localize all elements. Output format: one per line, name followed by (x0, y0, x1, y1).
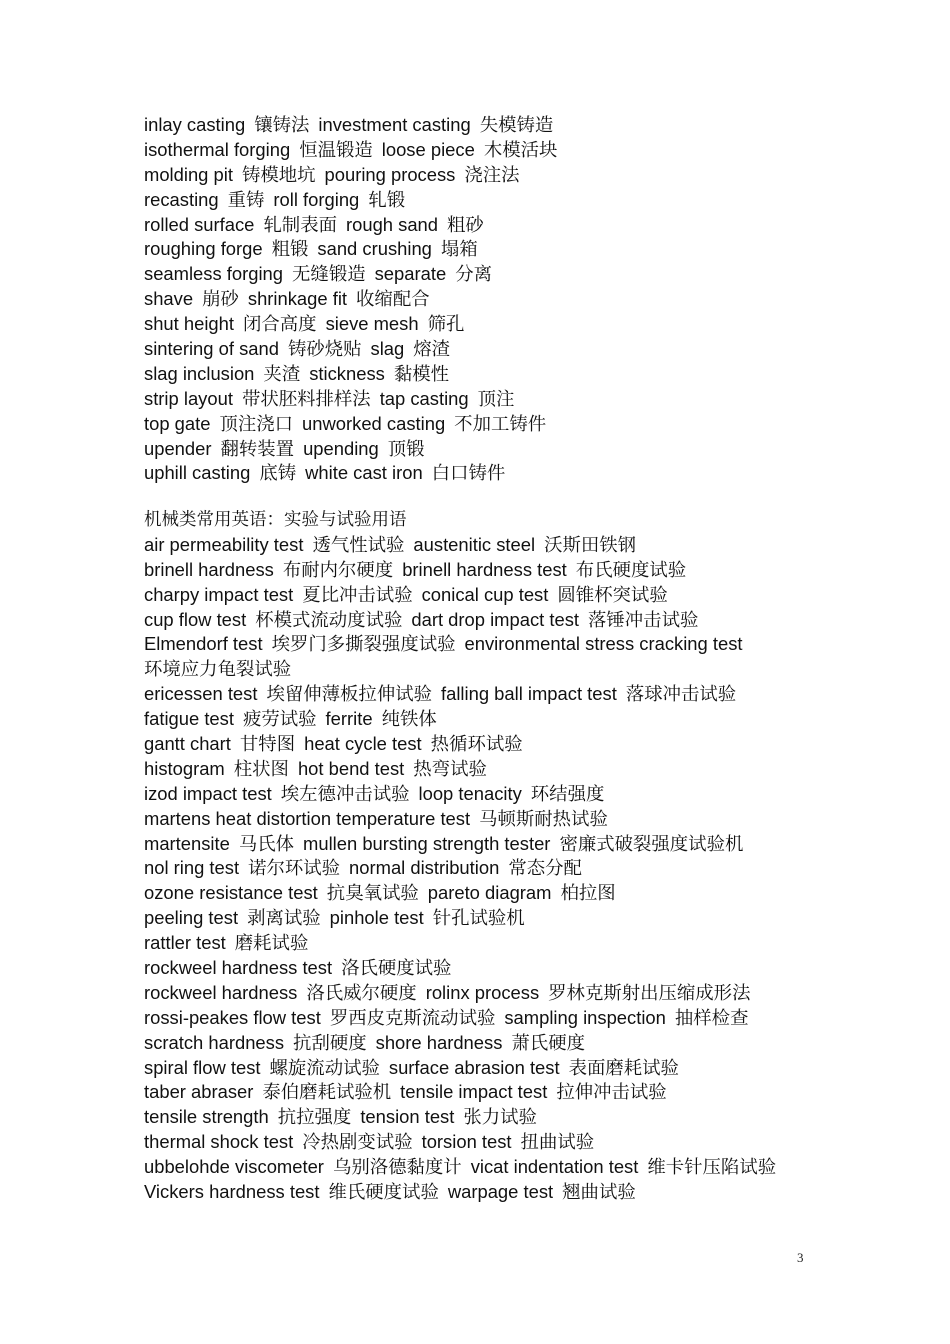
term-english: cup flow test (144, 608, 247, 630)
glossary-line (144, 1080, 864, 1105)
term-chinese: 埃留伸薄板拉伸试验 (266, 684, 432, 706)
term-chinese: 失模铸造 (479, 115, 554, 136)
term-chinese: 埃左德冲击试验 (280, 783, 410, 805)
term-chinese: 黏模性 (393, 363, 450, 385)
term-chinese: 环结强度 (530, 783, 605, 805)
term-english: recasting (144, 188, 219, 210)
term-english: rough sand (345, 213, 439, 235)
term-english: peeling test (144, 907, 239, 929)
term-english: spiral flow test (144, 1056, 261, 1078)
term-chinese: 粗锻 (271, 239, 309, 261)
term-chinese: 洛氏硬度试验 (341, 958, 452, 980)
term-chinese: 顶锻 (387, 438, 425, 460)
term-chinese: 粗砂 (447, 214, 484, 236)
term-english: tension test (360, 1106, 455, 1128)
term-english: sampling inspection (504, 1006, 666, 1028)
glossary-line (144, 558, 864, 583)
term-english: investment casting (318, 114, 471, 135)
term-chinese: 透气性试验 (312, 534, 405, 556)
glossary-line (144, 387, 864, 412)
glossary-line (144, 657, 864, 682)
term-english: normal distribution (349, 857, 500, 879)
term-english: rolinx process (425, 981, 540, 1003)
term-english: upender (144, 437, 212, 459)
term-english: taber abraser (144, 1081, 254, 1103)
term-english: ubbelohde viscometer (144, 1156, 324, 1178)
term-english: slag inclusion (144, 362, 255, 384)
term-chinese: 收缩配合 (356, 289, 430, 311)
term-chinese: 马顿斯耐热试验 (479, 808, 608, 830)
glossary-line (144, 632, 864, 657)
term-chinese: 镶铸法 (254, 115, 310, 136)
term-english: environmental stress cracking test (464, 633, 743, 655)
term-chinese: 罗林克斯射出压缩成形法 (548, 982, 751, 1004)
term-english: hot bend test (297, 757, 405, 779)
term-english: heat cycle test (304, 733, 422, 755)
glossary-line (144, 163, 864, 188)
glossary-line (144, 856, 864, 881)
term-chinese: 轧锻 (368, 189, 406, 211)
term-chinese: 杯模式流动度试验 (255, 609, 403, 631)
term-chinese: 闭合高度 (242, 314, 317, 336)
glossary-line (144, 437, 864, 462)
term-chinese: 浇注法 (464, 164, 520, 186)
term-english: ferrite (325, 708, 373, 730)
glossary-section-testing (144, 508, 864, 1205)
term-chinese: 罗西皮克斯流动试验 (329, 1007, 496, 1029)
term-english: shrinkage fit (247, 288, 348, 310)
glossary-line (144, 113, 864, 138)
term-chinese: 落球冲击试验 (625, 684, 737, 706)
glossary-line (144, 287, 864, 312)
term-chinese: 甘特图 (239, 734, 296, 756)
term-english: rossi-peakes flow test (144, 1006, 321, 1028)
term-chinese: 拉伸冲击试验 (556, 1082, 667, 1104)
term-chinese: 崩砂 (202, 289, 239, 311)
term-english: sieve mesh (325, 313, 419, 335)
term-chinese: 筛孔 (427, 314, 465, 336)
term-english: shore hardness (375, 1031, 503, 1053)
term-chinese: 磨耗试验 (234, 933, 309, 955)
glossary-line (144, 1006, 864, 1031)
glossary-line (144, 1130, 864, 1155)
glossary-line (144, 682, 864, 707)
term-chinese: 铸模地坑 (241, 164, 316, 186)
term-chinese: 环境应力龟裂试验 (144, 659, 292, 681)
term-english: ozone resistance test (144, 882, 318, 904)
glossary-line (144, 412, 864, 437)
glossary-line (144, 782, 864, 807)
term-chinese: 抗臭氧试验 (326, 883, 419, 905)
glossary-line (144, 461, 864, 486)
term-english: martens heat distortion temperature test (144, 807, 471, 829)
term-chinese: 塌箱 (440, 239, 478, 261)
term-english: martensite (144, 832, 230, 854)
term-chinese: 带状胚料排样法 (241, 388, 371, 410)
glossary-line (144, 138, 864, 163)
term-chinese: 热弯试验 (413, 758, 487, 780)
term-english: stickness (309, 362, 385, 384)
glossary-line (144, 832, 864, 857)
term-english: vicat indentation test (470, 1156, 639, 1178)
glossary-line (144, 1155, 864, 1180)
glossary-line (144, 1031, 864, 1056)
term-chinese: 顶注 (477, 388, 515, 410)
term-chinese: 布氏硬度试验 (575, 559, 687, 581)
term-english: shut height (144, 313, 234, 335)
term-english: rockweel hardness test (144, 957, 333, 979)
term-english: air permeability test (144, 533, 304, 555)
term-chinese: 熔渣 (413, 339, 451, 361)
term-chinese: 分离 (455, 264, 492, 286)
term-english: pouring process (324, 163, 456, 185)
term-english: white cast iron (305, 462, 423, 484)
term-english: tensile strength (144, 1106, 269, 1128)
term-english: roughing forge (144, 238, 263, 260)
term-english: sintering of sand (144, 338, 279, 360)
term-english: tensile impact test (400, 1081, 548, 1103)
term-english: Elmendorf test (144, 633, 263, 655)
glossary-line (144, 237, 864, 262)
term-english: inlay casting (144, 114, 246, 135)
term-english: Vickers hardness test (144, 1181, 320, 1203)
glossary-line (144, 188, 864, 213)
term-chinese: 抗刮硬度 (293, 1032, 367, 1054)
term-chinese: 诺尔环试验 (248, 858, 341, 880)
term-english: rockweel hardness (144, 981, 298, 1003)
term-chinese: 常态分配 (508, 858, 582, 880)
glossary-line (144, 213, 864, 238)
term-chinese: 洛氏威尔硬度 (306, 982, 417, 1004)
term-chinese: 底铸 (259, 463, 297, 485)
term-english: fatigue test (144, 708, 234, 730)
term-chinese: 不加工铸件 (454, 413, 547, 435)
term-chinese: 乌别洛德黏度计 (332, 1157, 462, 1179)
glossary-line (144, 533, 864, 558)
glossary-line (144, 881, 864, 906)
term-chinese: 铸砂烧贴 (287, 339, 362, 361)
glossary-line (144, 1180, 864, 1205)
term-english: sand crushing (317, 238, 432, 260)
term-chinese: 夹渣 (263, 363, 301, 385)
term-english: roll forging (273, 188, 360, 210)
term-english: seamless forging (144, 263, 284, 285)
term-chinese: 针孔试验机 (432, 908, 525, 930)
glossary-line (144, 608, 864, 633)
term-english: conical cup test (421, 583, 549, 605)
term-chinese: 密廉式破裂强度试验机 (559, 833, 744, 855)
glossary-line (144, 732, 864, 757)
term-english: unworked casting (302, 412, 446, 434)
term-english: loop tenacity (418, 782, 522, 804)
term-english: nol ring test (144, 857, 240, 879)
term-english: isothermal forging (144, 138, 291, 160)
term-english: pinhole test (329, 907, 424, 929)
term-chinese: 扭曲试验 (520, 1132, 595, 1154)
term-chinese: 翘曲试验 (562, 1182, 636, 1204)
term-chinese: 夏比冲击试验 (302, 584, 413, 606)
term-chinese: 白口铸件 (431, 463, 506, 485)
page-number: 3 (797, 1250, 804, 1265)
term-chinese: 萧氏硬度 (511, 1032, 585, 1054)
term-chinese: 木模活块 (483, 139, 558, 161)
term-chinese: 圆锥杯突试验 (557, 584, 668, 606)
term-english: brinell hardness (144, 558, 274, 580)
term-english: strip layout (144, 387, 233, 409)
term-chinese: 泰伯磨耗试验机 (262, 1082, 392, 1104)
term-chinese: 纯铁体 (381, 709, 437, 731)
term-chinese: 落锤冲击试验 (588, 609, 699, 631)
glossary-line (144, 362, 864, 387)
term-chinese: 重铸 (227, 189, 265, 211)
term-english: torsion test (421, 1131, 512, 1153)
term-chinese: 马氏体 (238, 833, 295, 855)
term-chinese: 恒温锻造 (299, 139, 373, 161)
term-english: pareto diagram (427, 882, 552, 904)
glossary-line (144, 262, 864, 287)
term-chinese: 抽样检查 (674, 1007, 749, 1029)
term-english: warpage test (447, 1181, 554, 1203)
term-english: separate (374, 263, 447, 285)
term-chinese: 抗拉强度 (277, 1107, 352, 1129)
term-english: gantt chart (144, 733, 231, 755)
term-chinese: 轧制表面 (263, 214, 337, 236)
term-chinese: 布耐内尔硬度 (282, 559, 394, 581)
glossary-line (144, 931, 864, 956)
term-chinese: 剥离试验 (247, 908, 321, 930)
term-english: loose piece (381, 138, 475, 160)
glossary-line (144, 707, 864, 732)
term-chinese: 疲劳试验 (242, 709, 317, 731)
term-english: izod impact test (144, 782, 272, 804)
glossary-line (144, 312, 864, 337)
glossary-line (144, 981, 864, 1006)
term-english: dart drop impact test (411, 608, 579, 630)
term-chinese: 埃罗门多撕裂强度试验 (271, 634, 456, 656)
term-english: histogram (144, 757, 225, 779)
glossary-section-casting (144, 113, 864, 486)
term-english: mullen bursting strength tester (303, 832, 551, 854)
term-english: scratch hardness (144, 1031, 285, 1053)
term-english: brinell hardness test (402, 558, 567, 580)
glossary-line (144, 1056, 864, 1081)
term-english: shave (144, 288, 194, 310)
term-english: charpy impact test (144, 583, 294, 605)
glossary-line (144, 337, 864, 362)
term-chinese: 顶注浇口 (219, 413, 294, 435)
glossary-line (144, 906, 864, 931)
term-chinese: 螺旋流动试验 (269, 1057, 380, 1079)
term-english: upending (303, 437, 379, 459)
glossary-line (144, 583, 864, 608)
term-english: falling ball impact test (441, 683, 617, 705)
term-english: uphill casting (144, 462, 251, 484)
term-chinese: 无缝锻造 (292, 264, 366, 286)
term-english: surface abrasion test (388, 1056, 560, 1078)
term-chinese: 沃斯田铁钢 (544, 534, 637, 556)
term-chinese: 热循环试验 (430, 734, 523, 756)
term-english: tap casting (379, 387, 469, 409)
term-english: slag (370, 338, 405, 360)
term-chinese: 柏拉图 (560, 883, 616, 905)
term-chinese: 维氏硬度试验 (328, 1182, 439, 1204)
term-english: ericessen test (144, 683, 258, 705)
term-english: rattler test (144, 932, 226, 954)
term-english: rolled surface (144, 213, 255, 235)
term-chinese: 冷热剧变试验 (302, 1132, 413, 1154)
section-heading: 机械类常用英语：实验与试验用语 (144, 510, 407, 530)
term-chinese: 表面磨耗试验 (568, 1057, 679, 1079)
glossary-line (144, 1105, 864, 1130)
term-english: austenitic steel (413, 533, 536, 555)
term-english: molding pit (144, 163, 233, 185)
term-chinese: 柱状图 (233, 758, 289, 780)
term-english: top gate (144, 412, 211, 434)
term-chinese: 维卡针压陷试验 (647, 1157, 777, 1179)
glossary-line (144, 757, 864, 782)
term-chinese: 张力试验 (463, 1107, 537, 1129)
glossary-line (144, 956, 864, 981)
term-chinese: 翻转装置 (220, 438, 295, 460)
glossary-line (144, 807, 864, 832)
term-english: thermal shock test (144, 1131, 294, 1153)
